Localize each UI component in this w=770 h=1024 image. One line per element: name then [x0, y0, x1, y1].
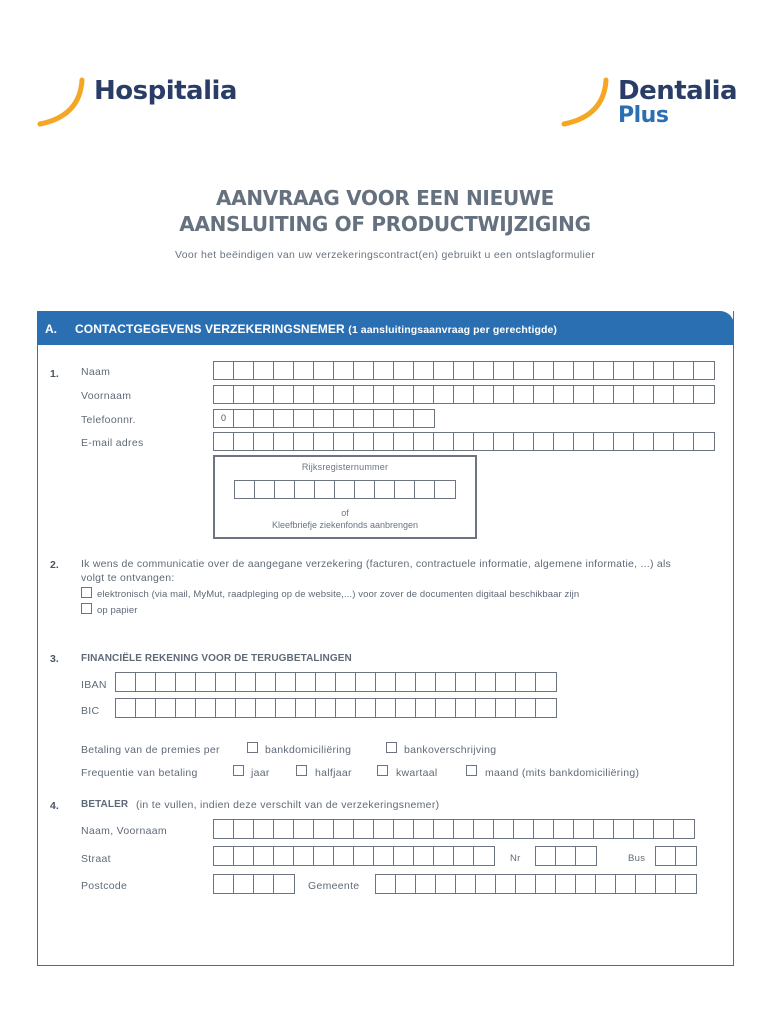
halfjaar-label: halfjaar [315, 767, 352, 779]
input-cell[interactable] [314, 433, 334, 450]
bic-label: BIC [81, 705, 100, 717]
input-cell[interactable] [394, 820, 414, 838]
input-cell[interactable] [694, 386, 714, 403]
input-cell[interactable] [656, 847, 676, 865]
input-cell[interactable] [494, 386, 514, 403]
input-cell[interactable] [394, 386, 414, 403]
input-cell[interactable] [434, 847, 454, 865]
input-cell[interactable] [375, 481, 395, 498]
gemeente-label: Gemeente [308, 880, 360, 892]
input-cell[interactable] [314, 410, 334, 427]
input-cell[interactable] [294, 386, 314, 403]
input-cell[interactable] [414, 362, 434, 379]
input-cell[interactable] [674, 386, 694, 403]
input-cell[interactable] [434, 820, 454, 838]
telefoon-label: Telefoonnr. [81, 414, 136, 426]
input-cell[interactable] [374, 410, 394, 427]
input-cell[interactable] [474, 820, 494, 838]
input-cell[interactable] [234, 386, 254, 403]
input-cell[interactable] [216, 673, 236, 691]
input-cell[interactable] [236, 673, 256, 691]
paper-checkbox[interactable] [81, 603, 92, 614]
input-cell[interactable] [234, 820, 254, 838]
input-cell[interactable] [236, 699, 256, 717]
input-cell[interactable] [614, 820, 634, 838]
betaler-naam-label: Naam, Voornaam [81, 825, 167, 837]
input-cell[interactable] [494, 820, 514, 838]
page-title-line2: AANSLUITING OF PRODUCTWIJZIGING [179, 212, 591, 236]
question-1-number: 1. [50, 368, 59, 380]
input-cell[interactable] [474, 362, 494, 379]
input-cell[interactable] [234, 847, 254, 865]
input-cell[interactable] [334, 410, 354, 427]
input-cell[interactable] [536, 847, 556, 865]
input-cell[interactable] [434, 386, 454, 403]
input-cell[interactable] [454, 847, 474, 865]
input-cell[interactable] [374, 820, 394, 838]
input-cell[interactable] [274, 847, 294, 865]
input-cell[interactable]: 0 [214, 410, 234, 427]
input-cell[interactable] [694, 433, 714, 450]
input-cell[interactable] [296, 699, 316, 717]
input-cell[interactable] [414, 847, 434, 865]
input-cell[interactable] [354, 433, 374, 450]
input-cell[interactable] [214, 386, 234, 403]
jaar-label: jaar [251, 767, 270, 779]
hospitalia-swoosh-icon [36, 76, 92, 130]
input-cell[interactable] [116, 699, 136, 717]
input-cell[interactable] [294, 847, 314, 865]
input-cell[interactable] [374, 433, 394, 450]
dentalia-swoosh-icon [560, 76, 616, 130]
input-cell[interactable] [116, 673, 136, 691]
input-cell[interactable] [474, 433, 494, 450]
financial-account-title: FINANCIËLE REKENING VOOR DE TERUGBETALINGEN [81, 653, 352, 664]
input-cell[interactable] [314, 847, 334, 865]
input-cell[interactable] [416, 875, 436, 893]
input-cell[interactable] [254, 847, 274, 865]
input-cell[interactable] [576, 875, 596, 893]
input-cell[interactable] [534, 433, 554, 450]
input-cell[interactable] [394, 362, 414, 379]
input-cell[interactable] [394, 433, 414, 450]
input-cell[interactable] [254, 386, 274, 403]
input-cell[interactable] [136, 673, 156, 691]
input-cell[interactable] [434, 362, 454, 379]
input-cell[interactable] [136, 699, 156, 717]
input-cell[interactable] [394, 847, 414, 865]
bankdomiciliering-checkbox[interactable] [247, 742, 258, 753]
input-cell[interactable] [634, 820, 654, 838]
input-cell[interactable] [334, 386, 354, 403]
input-cell[interactable] [274, 820, 294, 838]
input-cell[interactable] [536, 875, 556, 893]
input-cell[interactable] [556, 875, 576, 893]
input-cell[interactable] [654, 433, 674, 450]
input-cell[interactable] [334, 847, 354, 865]
email-input[interactable] [213, 432, 715, 451]
input-cell[interactable] [414, 410, 434, 427]
input-cell[interactable] [476, 673, 496, 691]
input-cell[interactable] [594, 386, 614, 403]
kleefbriefje-label: Kleefbriefje ziekenfonds aanbrengen [271, 520, 419, 530]
paper-option-label: op papier [97, 605, 138, 616]
page-title-line1: AANVRAAG VOOR EEN NIEUWE [215, 186, 555, 210]
straat-input[interactable] [213, 846, 495, 866]
input-cell[interactable] [496, 673, 516, 691]
input-cell[interactable] [354, 362, 374, 379]
input-cell[interactable] [376, 673, 396, 691]
input-cell[interactable] [534, 362, 554, 379]
maand-checkbox[interactable] [466, 765, 477, 776]
input-cell[interactable] [514, 362, 534, 379]
input-cell[interactable] [316, 699, 336, 717]
input-cell[interactable] [294, 433, 314, 450]
input-cell[interactable] [315, 481, 335, 498]
input-cell[interactable] [454, 433, 474, 450]
input-cell[interactable] [234, 362, 254, 379]
question-3-number: 3. [50, 653, 59, 665]
input-cell[interactable] [356, 673, 376, 691]
input-cell[interactable] [374, 362, 394, 379]
input-cell[interactable] [354, 410, 374, 427]
bankoverschrijving-label: bankoverschrijving [404, 744, 497, 756]
input-cell[interactable] [276, 673, 296, 691]
question-2-text: Ik wens de communicatie over de aangegane verzekering (facturen, contractuele informatie, algemene informatie, ...) als volgt te ontvangen: [81, 558, 672, 584]
postcode-input[interactable] [213, 874, 295, 894]
input-cell[interactable] [454, 362, 474, 379]
input-cell[interactable] [396, 673, 416, 691]
input-cell[interactable] [356, 699, 376, 717]
input-cell[interactable] [376, 699, 396, 717]
input-cell[interactable] [514, 386, 534, 403]
maand-label: maand (mits bankdomiciliëring) [485, 767, 640, 779]
input-cell[interactable] [594, 362, 614, 379]
input-cell[interactable] [474, 386, 494, 403]
input-cell[interactable] [594, 820, 614, 838]
input-cell[interactable] [576, 847, 596, 865]
input-cell[interactable] [574, 362, 594, 379]
input-cell[interactable] [534, 386, 554, 403]
input-cell[interactable] [374, 386, 394, 403]
input-cell[interactable] [294, 820, 314, 838]
input-cell[interactable] [574, 820, 594, 838]
input-cell[interactable] [554, 386, 574, 403]
input-cell[interactable] [434, 433, 454, 450]
input-cell[interactable] [156, 699, 176, 717]
section-a-header [37, 311, 734, 345]
straat-label: Straat [81, 853, 111, 865]
bankdomiciliering-label: bankdomiciliëring [265, 744, 352, 756]
input-cell[interactable] [214, 433, 234, 450]
iban-label: IBAN [81, 679, 107, 691]
input-cell[interactable] [516, 875, 536, 893]
input-cell[interactable] [496, 699, 516, 717]
input-cell[interactable] [414, 386, 434, 403]
voornaam-input[interactable] [213, 385, 715, 404]
input-cell[interactable] [456, 673, 476, 691]
input-cell[interactable] [396, 875, 416, 893]
input-cell[interactable] [254, 433, 274, 450]
input-cell[interactable] [456, 875, 476, 893]
input-cell[interactable] [634, 433, 654, 450]
input-cell[interactable] [536, 699, 556, 717]
input-cell[interactable] [694, 362, 714, 379]
input-cell[interactable] [494, 362, 514, 379]
input-cell[interactable] [476, 699, 496, 717]
input-cell[interactable] [596, 875, 616, 893]
betaler-naam-input[interactable] [213, 819, 695, 839]
input-cell[interactable] [674, 433, 694, 450]
input-cell[interactable] [616, 875, 636, 893]
input-cell[interactable] [354, 820, 374, 838]
input-cell[interactable] [436, 673, 456, 691]
input-cell[interactable] [636, 875, 656, 893]
input-cell[interactable] [395, 481, 415, 498]
input-cell[interactable] [316, 673, 336, 691]
input-cell[interactable] [254, 875, 274, 893]
halfjaar-checkbox[interactable] [296, 765, 307, 776]
input-cell[interactable] [614, 433, 634, 450]
input-cell[interactable] [156, 673, 176, 691]
telefoon-input[interactable] [213, 409, 435, 428]
frequentie-label: Frequentie van betaling [81, 767, 198, 779]
input-cell[interactable] [294, 362, 314, 379]
input-cell[interactable] [416, 673, 436, 691]
input-cell[interactable] [676, 875, 696, 893]
input-cell[interactable] [214, 820, 234, 838]
input-cell[interactable] [454, 820, 474, 838]
input-cell[interactable] [614, 386, 634, 403]
input-cell[interactable] [296, 673, 316, 691]
input-cell[interactable] [336, 673, 356, 691]
input-cell[interactable] [336, 699, 356, 717]
kwartaal-checkbox[interactable] [377, 765, 388, 776]
iban-input[interactable] [115, 672, 557, 692]
input-cell[interactable] [314, 362, 334, 379]
input-cell[interactable] [654, 362, 674, 379]
input-cell[interactable] [234, 875, 254, 893]
input-cell[interactable] [234, 410, 254, 427]
input-cell[interactable] [254, 820, 274, 838]
input-cell[interactable] [656, 875, 676, 893]
input-cell[interactable] [274, 433, 294, 450]
input-cell[interactable] [536, 673, 556, 691]
input-cell[interactable] [214, 847, 234, 865]
input-cell[interactable] [516, 699, 536, 717]
input-cell[interactable] [414, 433, 434, 450]
input-cell[interactable] [574, 433, 594, 450]
input-cell[interactable] [234, 433, 254, 450]
input-cell[interactable] [276, 699, 296, 717]
input-cell[interactable] [436, 699, 456, 717]
input-cell[interactable] [216, 699, 236, 717]
input-cell[interactable] [594, 433, 614, 450]
input-cell[interactable] [254, 410, 274, 427]
input-cell[interactable] [454, 386, 474, 403]
naam-input[interactable] [213, 361, 715, 380]
input-cell[interactable] [494, 433, 514, 450]
input-cell[interactable] [435, 481, 455, 498]
input-cell[interactable] [254, 362, 274, 379]
input-cell[interactable] [214, 362, 234, 379]
input-cell[interactable] [554, 362, 574, 379]
input-cell[interactable] [496, 875, 516, 893]
input-cell[interactable] [334, 433, 354, 450]
input-cell[interactable] [334, 362, 354, 379]
input-cell[interactable] [556, 847, 576, 865]
input-cell[interactable] [314, 386, 334, 403]
input-cell[interactable] [476, 875, 496, 893]
nr-label: Nr [510, 853, 521, 864]
input-cell[interactable] [256, 673, 276, 691]
input-cell[interactable] [376, 875, 396, 893]
input-cell[interactable] [334, 820, 354, 838]
input-cell[interactable] [196, 699, 216, 717]
input-cell[interactable] [514, 820, 534, 838]
input-cell[interactable] [214, 875, 234, 893]
betaler-title: BETALER [81, 799, 129, 810]
postcode-label: Postcode [81, 880, 128, 892]
input-cell[interactable] [415, 481, 435, 498]
input-cell[interactable] [416, 699, 436, 717]
input-cell[interactable] [394, 410, 414, 427]
input-cell[interactable] [196, 673, 216, 691]
dentalia-logo: Dentalia [618, 76, 738, 106]
hospitalia-logo: Hospitalia [94, 76, 237, 106]
input-cell[interactable] [634, 386, 654, 403]
input-cell[interactable] [514, 433, 534, 450]
bus-input[interactable] [655, 846, 697, 866]
input-cell[interactable] [355, 481, 375, 498]
input-cell[interactable] [676, 847, 696, 865]
input-cell[interactable] [634, 362, 654, 379]
email-label: E-mail adres [81, 437, 144, 449]
input-cell[interactable] [354, 847, 374, 865]
input-cell[interactable] [516, 673, 536, 691]
input-cell[interactable] [554, 433, 574, 450]
rijksregister-alt [213, 507, 477, 531]
jaar-checkbox[interactable] [233, 765, 244, 776]
input-cell[interactable] [335, 481, 355, 498]
input-cell[interactable] [534, 820, 554, 838]
section-title: CONTACTGEGEVENS VERZEKERINGSNEMER (1 aansluitingsaanvraag per gerechtigde) [75, 322, 558, 336]
input-cell[interactable] [314, 820, 334, 838]
input-cell[interactable] [654, 820, 674, 838]
input-cell[interactable] [274, 386, 294, 403]
nr-input[interactable] [535, 846, 597, 866]
input-cell[interactable] [354, 386, 374, 403]
input-cell[interactable] [674, 362, 694, 379]
input-cell[interactable] [274, 410, 294, 427]
input-cell[interactable] [654, 386, 674, 403]
input-cell[interactable] [274, 875, 294, 893]
bankoverschrijving-checkbox[interactable] [386, 742, 397, 753]
gemeente-input[interactable] [375, 874, 697, 894]
input-cell[interactable] [294, 410, 314, 427]
input-cell[interactable] [295, 481, 315, 498]
kwartaal-label: kwartaal [396, 767, 438, 779]
input-cell[interactable] [614, 362, 634, 379]
electronic-option-label: elektronisch (via mail, MyMut, raadpleging op de website,...) voor zover de documenten digitaal beschikbaar zijn [97, 589, 580, 600]
bic-input[interactable] [115, 698, 557, 718]
input-cell[interactable] [574, 386, 594, 403]
input-cell[interactable] [436, 875, 456, 893]
of-label: of [341, 508, 349, 518]
input-cell[interactable] [176, 699, 196, 717]
input-cell[interactable] [176, 673, 196, 691]
input-cell[interactable] [674, 820, 694, 838]
section-letter: A. [45, 322, 57, 336]
input-cell[interactable] [255, 481, 275, 498]
betaling-label: Betaling van de premies per [81, 744, 220, 756]
input-cell[interactable] [456, 699, 476, 717]
input-cell[interactable] [274, 362, 294, 379]
electronic-checkbox[interactable] [81, 587, 92, 598]
input-cell[interactable] [374, 847, 394, 865]
input-cell[interactable] [275, 481, 295, 498]
page-subtitle: Voor het beëindigen van uw verzekeringscontract(en) gebruikt u een ontslagformulier [174, 249, 596, 261]
input-cell[interactable] [235, 481, 255, 498]
voornaam-label: Voornaam [81, 390, 132, 402]
input-cell[interactable] [554, 820, 574, 838]
question-2-number: 2. [50, 559, 59, 571]
question-4-number: 4. [50, 800, 59, 812]
input-cell[interactable] [474, 847, 494, 865]
input-cell[interactable] [256, 699, 276, 717]
rijksregister-input[interactable] [234, 480, 456, 499]
rijksregister-label: Rijksregisternummer [301, 462, 389, 472]
naam-label: Naam [81, 366, 111, 378]
betaler-note: (in te vullen, indien deze verschilt van de verzekeringsnemer) [136, 799, 440, 811]
bus-label: Bus [628, 853, 646, 864]
input-cell[interactable] [396, 699, 416, 717]
dentalia-plus-logo: Plus [618, 103, 669, 128]
input-cell[interactable] [414, 820, 434, 838]
